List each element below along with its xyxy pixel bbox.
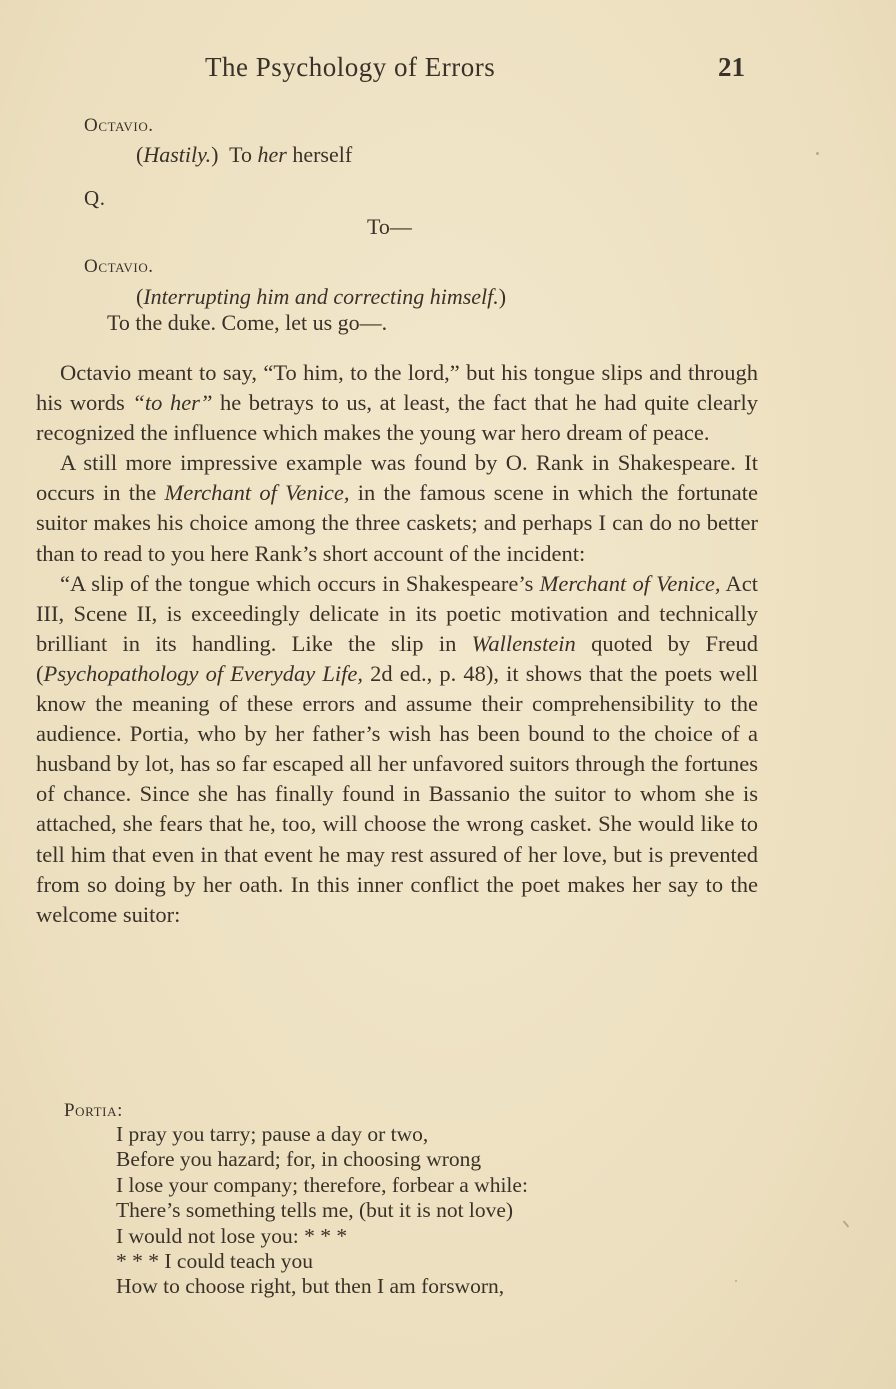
dialogue-emphasis: her xyxy=(257,142,287,167)
paragraph-text: quoted by Freud ( xyxy=(36,630,758,686)
paragraph xyxy=(36,448,758,568)
stage-direction: Hastily. xyxy=(143,142,212,167)
paragraph-text: Act III, Scene II, is exceedingly delicate in its poetic motivation and technically brilliant in its handling. Like the slip in xyxy=(36,570,758,656)
emphasis: Merchant of Venice, xyxy=(539,570,721,596)
dialogue-line-4: To the duke. Come, let us go—. xyxy=(107,310,388,335)
emphasis: “to her” xyxy=(132,390,213,416)
paragraph-text: “A slip of the tongue which occurs in Shakespeare’s xyxy=(60,570,540,596)
verse-line: How to choose right, but then I am forsworn, xyxy=(116,1274,505,1299)
stage-direction: Interrupting him and correcting himself. xyxy=(143,284,499,309)
dialogue-line-3: (Interrupting him and correcting himself.) xyxy=(136,284,507,309)
page-header xyxy=(0,52,896,92)
emphasis: Psychopathology of Everyday Life, xyxy=(43,660,363,686)
paper-speck xyxy=(843,1220,850,1227)
paragraph-text: Octavio meant to say, “To him, to the lord,” but his tongue slips and through his words xyxy=(36,360,758,416)
paragraph-text: he betrays to us, at least, the fact that he had quite clearly recognized the influence which makes the young war hero dream of peace. xyxy=(36,390,758,446)
speaker-octavio: Octavio. xyxy=(84,256,154,277)
paragraph-text: in the famous scene in which the fortunate suitor makes his choice among the three caskets; and perhaps I can do no better than to read to you here Rank’s short account of the incident: xyxy=(36,480,758,566)
verse-line: There’s something tells me, (but it is not love) xyxy=(116,1198,514,1223)
verse-line: * * * I could teach you xyxy=(116,1249,314,1274)
speaker-q: Q. xyxy=(84,186,106,210)
paragraph-text: 2d ed., p. 48), it shows that the poets well know the meaning of these errors and assume their comprehensibility to the audience. Portia, who by her father’s wish has been bound to the choice of a husband by lot, has so far escaped all her unfavored suitors through the fortunes of chance. Since she has finally found in Bassanio the suitor to whom she is attached, she fears that he, too, will choose the wrong casket. She would like to tell him that even in that event he may rest assured of her love, but is prevented from so doing by her oath. In this inner conflict the poet makes her say to the welcome suitor: xyxy=(36,660,759,927)
dialogue-line-2: To— xyxy=(367,214,412,239)
verse-line: Before you hazard; for, in choosing wrong xyxy=(116,1147,482,1172)
dialogue-text: herself xyxy=(286,142,353,167)
paper-speck xyxy=(735,1280,737,1282)
paragraph xyxy=(36,569,758,930)
emphasis: Merchant of Venice, xyxy=(164,480,350,506)
emphasis: Wallenstein xyxy=(471,630,576,656)
dialogue-text: To xyxy=(229,142,258,167)
speaker-portia: Portia: xyxy=(64,1100,123,1121)
speaker-octavio: Octavio. xyxy=(84,115,154,136)
dialogue-line-1: (Hastily.) To her herself xyxy=(136,142,353,167)
verse-line: I lose your company; therefore, forbear a while: xyxy=(116,1172,528,1197)
paragraph xyxy=(36,358,758,448)
paper-speck xyxy=(816,152,819,155)
verse-block xyxy=(116,1122,528,1300)
body-text xyxy=(36,358,758,930)
running-title: The Psychology of Errors xyxy=(205,52,496,82)
verse-line: I pray you tarry; pause a day or two, xyxy=(116,1122,429,1146)
paragraph-text: A still more impressive example was found by O. Rank in Shakespeare. It occurs in the xyxy=(36,450,758,506)
verse-line: I would not lose you: * * * xyxy=(116,1223,348,1248)
page-number: 21 xyxy=(718,52,745,82)
